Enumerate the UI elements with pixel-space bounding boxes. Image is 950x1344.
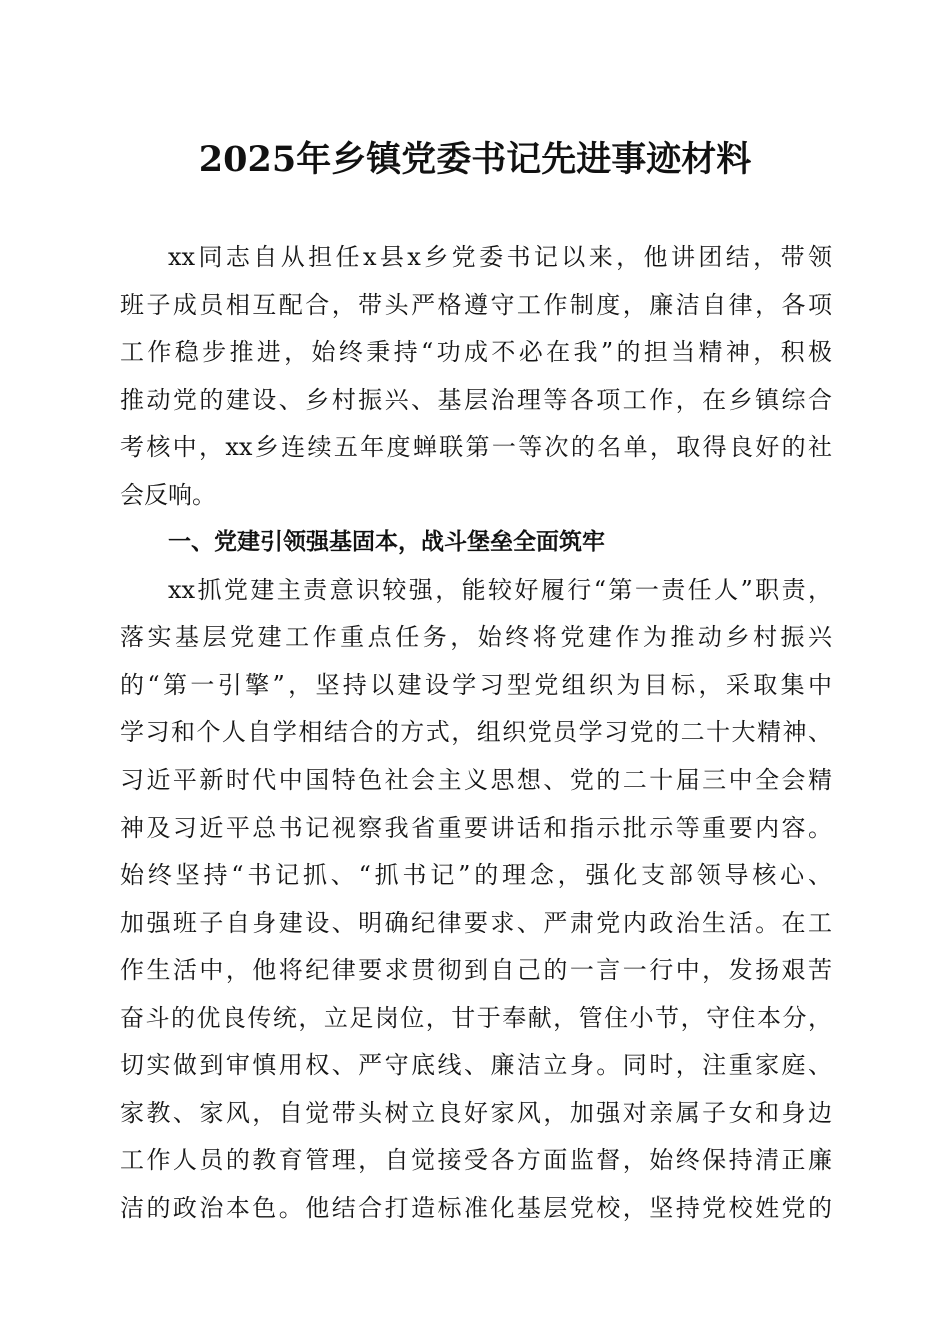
paragraph-line: 家教、家风，自觉带头树立良好家风，加强对亲属子女和身边 bbox=[120, 1098, 832, 1127]
paragraph-line: 会反响。 bbox=[120, 480, 216, 509]
paragraph-line: 习近平新时代中国特色社会主义思想、党的二十届三中全会精 bbox=[120, 766, 832, 795]
paragraph-line: 考核中，xx乡连续五年度蝉联第一等次的名单，取得良好的社 bbox=[120, 433, 832, 462]
paragraph-line: 加强班子自身建设、明确纪律要求、严肃党内政治生活。在工 bbox=[120, 908, 832, 937]
section-heading: 一、党建引领强基固本，战斗堡垒全面筑牢 bbox=[168, 529, 605, 556]
document-body bbox=[120, 234, 832, 1232]
paragraph-line: 工作人员的教育管理，自觉接受各方面监督，始终保持清正廉 bbox=[120, 1146, 832, 1175]
paragraph-line: 始终坚持“书记抓、“抓书记”的理念，强化支部领导核心、 bbox=[120, 861, 832, 890]
document-title: 2025年乡镇党委书记先进事迹材料 bbox=[198, 139, 752, 180]
paragraph-line: 洁的政治本色。他结合打造标准化基层党校，坚持党校姓党的 bbox=[120, 1193, 832, 1222]
paragraph-line: 作生活中，他将纪律要求贯彻到自己的一言一行中，发扬艰苦 bbox=[120, 956, 832, 985]
paragraph-line: 推动党的建设、乡村振兴、基层治理等各项工作，在乡镇综合 bbox=[120, 385, 832, 414]
paragraph-line: 工作稳步推进，始终秉持“功成不必在我”的担当精神，积极 bbox=[120, 338, 832, 367]
paragraph-line: 切实做到审慎用权、严守底线、廉洁立身。同时，注重家庭、 bbox=[120, 1051, 832, 1080]
paragraph-line: 落实基层党建工作重点任务，始终将党建作为推动乡村振兴 bbox=[120, 623, 832, 652]
paragraph-line: 奋斗的优良传统，立足岗位，甘于奉献，管住小节，守住本分， bbox=[120, 1003, 832, 1032]
paragraph-line: 神及习近平总书记视察我省重要讲话和指示批示等重要内容。 bbox=[120, 813, 832, 842]
paragraph-line: 的“第一引擎”，坚持以建设学习型党组织为目标，采取集中 bbox=[120, 670, 832, 699]
paragraph-line: 学习和个人自学相结合的方式，组织党员学习党的二十大精神、 bbox=[120, 718, 832, 747]
paragraph-line: xx同志自从担任x县x乡党委书记以来，他讲团结，带领 bbox=[168, 243, 832, 271]
paragraph-line: 班子成员相互配合，带头严格遵守工作制度，廉洁自律，各项 bbox=[120, 290, 832, 319]
paragraph-line: xx抓党建主责意识较强，能较好履行“第一责任人”职责， bbox=[168, 575, 832, 604]
